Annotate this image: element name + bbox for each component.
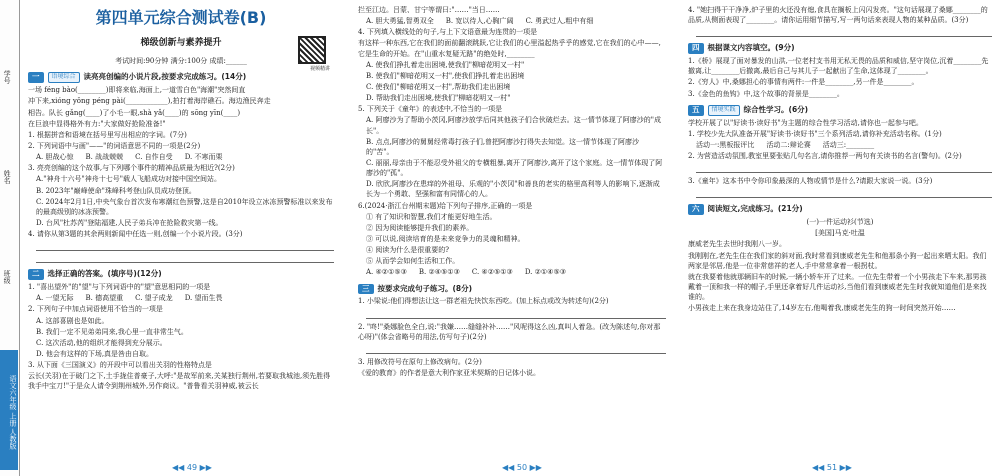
- reading-paragraph: 就在我要着他就那辆旧车的时候,一辆小轿车开了过来。一位先生带着一个小男孩走下车来,那男孩戴着一顶和我一样的帽子,手里还拿着好几件运动衫,当他们看到康威老先生时我就知道他们是来找谁的。: [688, 272, 987, 302]
- exam-subtitle: 梯级创新与素养提升: [140, 38, 222, 49]
- question: 3.《金色的鱼钩》中,这个故事的背景是________。: [688, 89, 844, 98]
- question: 学校开展了以"好读书·读好书"为主题的综合性学习活动,请你也一起参与吧。: [688, 118, 923, 127]
- class-label: 班级: [3, 270, 12, 284]
- section-title: 选择正确的答案。(填序号)(12分): [47, 269, 162, 279]
- answer-line[interactable]: [696, 28, 992, 37]
- question: 3. 用修改符号在原句上修改病句。(2分): [358, 357, 482, 366]
- reading-paragraph: 康威老先生去世时我刚八一岁。: [688, 240, 786, 249]
- section-title: 根据课文内容填空。(9分): [707, 43, 795, 53]
- option[interactable]: B. 德高望重: [85, 294, 124, 303]
- question: 3. 从下面《三国演义》的开段中可以看出关羽的性格特点是: [28, 361, 212, 370]
- option[interactable]: D. 欣欣,阿廖沙在患痒的外祖母、乐观的"小茨冈"和善良的老实的格里高利等人的影响下,逐渐成长为一个勇敢、坚强和富有同情心的人。: [366, 180, 660, 199]
- option[interactable]: A. 这部喜剧也是如此。: [36, 316, 109, 325]
- option[interactable]: B. 我们一定不见弟弟同来,我心里一直非常生气。: [36, 327, 188, 336]
- section-number: 一: [28, 72, 44, 83]
- section-1-header: [28, 72, 334, 83]
- option[interactable]: B. 战战兢兢: [85, 153, 124, 162]
- section-title: 按要求完成句子练习。(8分): [377, 283, 473, 293]
- section-number: 六: [688, 204, 704, 215]
- question: 2. 下列词语中与画"——"的词语意思不同的一项是(2分): [28, 141, 201, 150]
- answer-line[interactable]: [366, 345, 666, 354]
- answer-line[interactable]: [36, 254, 334, 263]
- option[interactable]: A. 胆战心惊: [36, 153, 74, 162]
- option[interactable]: A. 阿廖沙为了帮助小茨冈,阿廖沙放学后同其他孩子们合伙破烂去。这一情节体现了阿廖沙的"成长"。: [366, 116, 661, 135]
- qr-caption: 视频精讲: [309, 66, 330, 72]
- question: 3.《童年》这本书中令你印象最深的人物或情节是什么?请跟大家说一说。(3分): [688, 177, 933, 186]
- option[interactable]: C. 这次活动,他的组织才能得到充分展示。: [36, 338, 167, 347]
- section-title: 读亮亮创编的小说片段,按要求完成练习。(14分): [83, 72, 247, 82]
- reading-author: [美国]马克·吐温: [815, 229, 865, 238]
- section-tag: 情境实践: [708, 105, 740, 116]
- question: 2. 为营造活动氛围,教室里要张贴几句名言,请你推荐一两句有关读书的名言(警句)。(2分): [688, 152, 962, 161]
- passage: 有这样一种东西,它在我们的面前翻滚跳跃,它让我们的心里溢起热乎乎的感觉,它在我们的心中——,它是生命的开始。在"山重水复疑无路"的绝处时,________: [358, 39, 661, 58]
- option[interactable]: C. 自作自受: [135, 153, 173, 162]
- answer-line[interactable]: [696, 164, 992, 173]
- activity: 活动一:黑板报评比: [696, 140, 755, 149]
- option[interactable]: B. 点点,阿廖沙的舅舅经常毒打孩子们,曾把阿廖沙打得失去知觉。这一情节体现了阿廖沙的"苦"。: [366, 137, 640, 156]
- page-51: [682, 0, 998, 476]
- section-6-header: [688, 204, 992, 215]
- option[interactable]: C. ④②⑤①③: [471, 268, 513, 277]
- options: [366, 267, 666, 277]
- activity: 活动二:辩论赛: [766, 140, 811, 149]
- activity[interactable]: 活动三:________: [822, 140, 875, 149]
- option[interactable]: B. 使我们"柳暗花明又一村",使我们挣扎着走出困境: [366, 71, 525, 80]
- option[interactable]: D. 不寒而栗: [184, 153, 223, 162]
- reading-paragraph: 我刚刚在,老先生住在我们家的斜对面,我时常看到康威老先生和他那条小狗一起出来晒太阳。我们两家是邻居,他是一位非常慈祥的老人,手中常常拿着一根拐杖。: [688, 251, 987, 270]
- section-title: 阅读短文,完成练习。(21分): [707, 204, 803, 214]
- passage: 拦至江边。吕蒙、甘宁等谓曰:"……"当日……: [358, 6, 500, 14]
- question: 1. 小梁说:他们得想法让这一群老祖先快饮东西吃。(加上标点或改为转述句)(2分): [358, 297, 609, 306]
- passage: 云长(关羽)在于破门之下,土手拢住普豪子,大呼:"是故军前来,关某独行荆州,若要取我城池,须先胜得我手中宝刀!"于是众人请令到荆州城外,另作商议。"普鲁看关羽神威,被云长: [28, 372, 331, 391]
- sentence: ① 有了知识和智慧,我们才能更好地生活。: [366, 212, 497, 221]
- options: [696, 140, 992, 150]
- option[interactable]: A. 使我们挣扎着走出困境,使我们"柳暗花明又一村": [366, 60, 525, 69]
- option[interactable]: C. 丽丽,母亲由于不能忍受外祖父的专横粗暴,离开了阿廖沙,离开了这个家庭。这一情节体现了阿廖沙的"孤"。: [366, 158, 663, 178]
- answer-line[interactable]: [366, 310, 666, 319]
- option[interactable]: D. 台风"杜苏芮"登陆福建,人民子弟兵冲在抢险救灾第一线。: [36, 218, 223, 227]
- qr-code-icon[interactable]: [298, 36, 326, 64]
- exam-meta: 考试时间:90分钟 满分:100分 成绩:______: [115, 57, 247, 66]
- answer-line[interactable]: [36, 242, 334, 251]
- option[interactable]: B. 宽以待人,心胸广阔: [445, 17, 514, 26]
- section-tag: 语境综合: [48, 72, 80, 83]
- student-no-label: 学号: [3, 70, 12, 84]
- reading-title: (一)一件运动衫(节选): [806, 218, 874, 227]
- option[interactable]: C. 望子成龙: [135, 294, 173, 303]
- name-label: 姓名: [3, 170, 12, 184]
- question: 4. 请你从第3题的其余两则新闻中任选一则,创编一个小说片段。(3分): [28, 230, 243, 239]
- option[interactable]: C. 2024年2月1日,中央气象台首次发布寒潮红色预警,这是自2010年设立冰冻预警标准以来发布的最高级别的冰冻预警。: [36, 197, 333, 216]
- question: 5. 下列关于《童年》的表述中,不恰当的一项是: [358, 105, 503, 114]
- option[interactable]: A."神舟十六号"神舟十七号"载人飞船成功对接中国空间站。: [36, 175, 221, 184]
- question: 2. "咚!"桑娜脸色全白,说:"我嫌……缝缝补补……"风呢得这么凶,真叫人着急。(改为陈述句,你对那心呀)"(体会省略号的用法,仿写句子)(2分): [358, 322, 661, 341]
- exam-title: 第四单元综合测试卷(B): [95, 8, 267, 27]
- option[interactable]: D. 帮助我们走出困境,使我们"柳暗花明又一村": [366, 94, 511, 103]
- page-49: [22, 0, 340, 476]
- section-5-header: [688, 105, 992, 116]
- question: 1. "喜出望外"的"望"与下列词语中的"望"意思相同的一项是: [28, 283, 211, 292]
- options: [36, 293, 334, 303]
- passage-line: 在巨浪中显得格外有力:"大家做好抢险准备!": [28, 119, 166, 128]
- page-number-value: 51: [826, 463, 838, 473]
- page-number: ◀◀ 49 ▶▶: [172, 463, 212, 473]
- section-4-header: [688, 43, 992, 54]
- binding-spine: [0, 0, 20, 476]
- page-number-value: 49: [186, 463, 198, 473]
- sentence: ⑤ 从而学会如何生活和工作。: [366, 257, 460, 266]
- option[interactable]: A. 胆大勇猛,智勇双全: [366, 17, 434, 26]
- option[interactable]: B. ②④⑤①③: [418, 268, 460, 277]
- sentence: ② 因为阅读能够提升我们的素养。: [366, 223, 474, 232]
- option[interactable]: A. ④②①⑤③: [366, 268, 407, 277]
- option[interactable]: D. 望而生畏: [184, 294, 223, 303]
- section-number: 四: [688, 43, 704, 54]
- question: 2.《穷人》中,桑娜担心的事情有两件:一件是________,另一件是________。: [688, 78, 919, 87]
- passage-line: 冲下来,xióng yǒng péng pài(____________),拍打着海岸礁石。海边渔民奔走: [28, 97, 271, 106]
- passage-line: 一场 féng bào(________)即将来临,海面上,一道雪白色"海潮"突然间直: [28, 86, 246, 95]
- options: [366, 16, 666, 26]
- option[interactable]: D. 他会有这样的下场,真是咎由自取。: [36, 349, 154, 358]
- page-50: [352, 0, 672, 476]
- sentence: 《爱的教育》的作者是意大利作家亚米契斯的日记体小说。: [358, 368, 540, 377]
- options: [36, 152, 334, 162]
- section-number: 五: [688, 105, 704, 116]
- passage-line: 相告。队长 gǎng(____)了小毛一眼,shà yǎ(____)的 sōng yīn(____): [28, 108, 241, 117]
- sentence: ③ 可以说,阅读培育的是未来竞争力的灵魂和精神。: [366, 234, 525, 243]
- section-2-header: [28, 269, 334, 280]
- section-title: 综合性学习。(6分): [743, 104, 809, 114]
- option[interactable]: D. ②①④⑤③: [524, 268, 567, 277]
- question: 6.(2024·浙江台州期末题)给下列句子排序,正确的一项是: [358, 201, 533, 210]
- question: 1.《桥》展现了面对暴发的山洪,一位老村支书用无私无畏的品质和威信,坚守岗位,沉着________先撤离,让________后撤离,最后自己与其儿子一起献出了生命,这体现了________。: [688, 57, 989, 76]
- option[interactable]: C. 使我们"柳暗花明又一村",帮助我们走出困境: [366, 82, 511, 91]
- sentence: ④ 阅读为什么是很重要的?: [366, 246, 449, 255]
- page-number-value: 50: [516, 463, 528, 473]
- reading-paragraph: 小男孩走上来在我身边站住了,14岁左右,他喝着我,康威老先生的狗一时间突然开始……: [688, 304, 956, 313]
- question: 4. "她扫得干干净净,炉子里的火还没有熄,食具在搁板上闪闪发亮。"这句话展现了桑娜________的品质,从侧面表现了________。请你运用细节描写,写一两句话来表现人物的某种品质。(3分): [688, 6, 988, 25]
- question: 4. 下列填入横线处的句子,与上下文语意最为连贯的一项是: [358, 28, 538, 37]
- question: 2. 下列句子中加点词语使用不恰当的一项是: [28, 305, 163, 314]
- question: 1. 学校少先大队准备开展"好读书·读好书"三个系列活动,请你补充活动名称。(1分): [688, 129, 942, 138]
- section-number: 三: [358, 284, 374, 295]
- section-number: 二: [28, 269, 44, 280]
- question: 1. 根据拼音和语境在括号里写出相应的字词。(7分): [28, 130, 187, 139]
- option[interactable]: B. 2023年"巅峰使命"珠峰科考登山队员成功登顶。: [36, 186, 196, 195]
- question: 3. 亮亮创编的这个故事,与下列哪个事件的精神品质最为相近?(2分): [28, 164, 235, 173]
- answer-line[interactable]: [696, 189, 992, 198]
- option[interactable]: C. 勇武过人,粗中有细: [525, 17, 594, 26]
- page-number: ◀◀ 51 ▶▶: [812, 463, 852, 473]
- option[interactable]: A. 一望无际: [36, 294, 74, 303]
- grade-band: 语文六年级 上册 人教版: [0, 350, 18, 470]
- page-number: ◀◀ 50 ▶▶: [502, 463, 542, 473]
- section-3-header: [358, 284, 666, 295]
